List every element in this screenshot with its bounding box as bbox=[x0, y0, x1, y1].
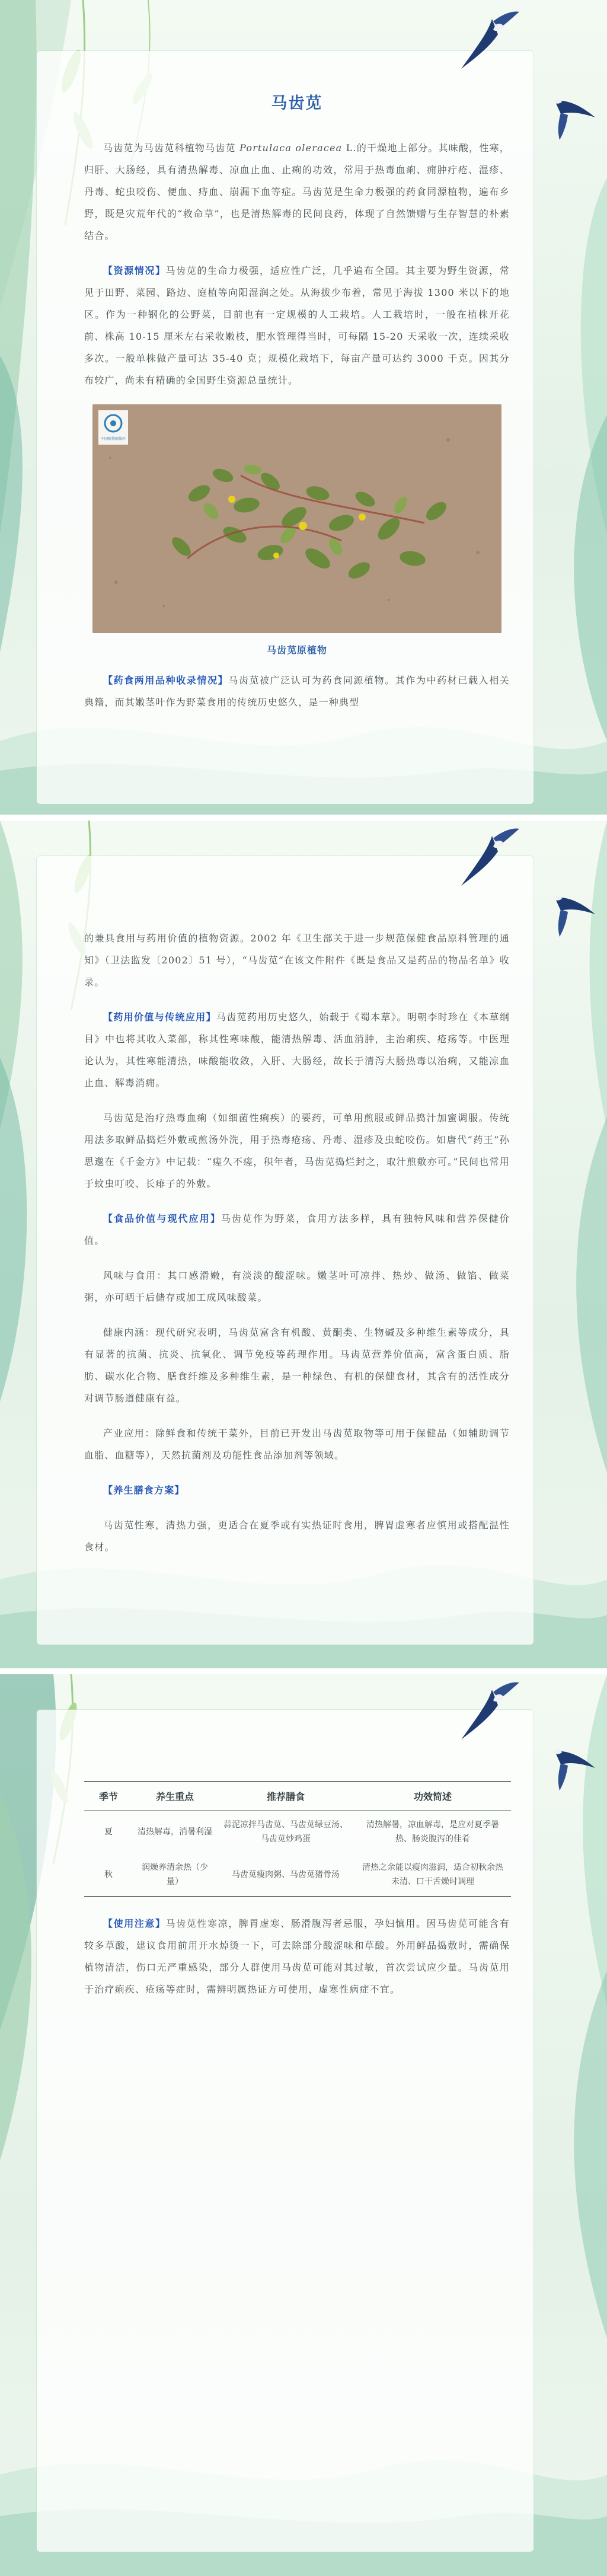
table-header-cell: 推荐膳食 bbox=[217, 1782, 354, 1811]
table-cell: 清热解暑，凉血解毒，是应对夏季暑热、肠炎腹泻的佳肴 bbox=[366, 1820, 499, 1844]
table-cell: 清热之余能以瘦肉滋润，适合初秋余热未清、口干舌燥时调理 bbox=[354, 1853, 511, 1897]
table-cell: 马齿苋瘦肉粥、马齿苋猪骨汤 bbox=[217, 1853, 354, 1897]
page-3-content bbox=[84, 1781, 510, 2013]
medicine-paragraph-2: 马齿苋是治疗热毒血痢（如细菌性痢疾）的要药，可单用煎服或鲜品捣汁加蜜调服。传统用法多取鲜品捣烂外敷或煎汤外洗，用于热毒疮疡、丹毒、湿疹及虫蛇咬伤。如唐代“药王”孙思邈在《千金方》中记载：“瘥久不瘥，积年者，马齿苋捣烂封之，取汁煎敷亦可。”民间也常用于蚊虫叮咬、长痱子的外敷。 bbox=[84, 1112, 510, 1189]
table-cell: 夏 bbox=[104, 1827, 113, 1837]
swallow-icon bbox=[456, 1678, 522, 1748]
diet-season-table bbox=[84, 1781, 511, 1897]
purslane-photo bbox=[92, 404, 501, 633]
table-row bbox=[84, 1853, 511, 1897]
diet-heading-paragraph bbox=[84, 1479, 510, 1501]
swallow-icon bbox=[456, 7, 522, 77]
page-gap bbox=[0, 1668, 607, 1674]
table-cell: 润燥养清余热（少量） bbox=[133, 1853, 217, 1897]
section-heading-resource: 【资源情况】 bbox=[103, 265, 166, 276]
flavor-paragraph: 风味与食用：其口感滑嫩，有淡淡的酸涩味。嫩茎叶可凉拌、热炒、做汤、做馅、做菜粥，亦可晒干后储存或加工成风味酸菜。 bbox=[84, 1270, 510, 1303]
photo-badge: 中国植物图像库 bbox=[100, 437, 126, 441]
swallow-icon bbox=[456, 824, 522, 894]
section-heading-diet: 【养生膳食方案】 bbox=[103, 1485, 185, 1496]
page-gap bbox=[0, 815, 607, 821]
medicine-paragraph: 【药用价值与传统应用】马齿苋药用历史悠久，始载于《蜀本草》。明朝李时珍在《本草纲目》中也将其收入菜部，称其性寒味酸，能清热解毒、活血消肿，主治痢疾、疮疡等。中医理论认为，其性寒能清热，味酸能收敛，入肝、大肠经，故长于清泻大肠热毒以治痢，又能凉血止血、解毒消痈。 bbox=[84, 1011, 510, 1089]
food-paragraph-b: 的兼具食用与药用价值的植物资源。2002 年《卫生部关于进一步规范保健食品原料管理的通知》（卫法监发〔2002〕51 号），“马齿苋”在该文件附件《既是食品又是药品的物品名单》收录。 bbox=[84, 933, 510, 988]
page-1-content bbox=[84, 90, 510, 726]
health-paragraph: 健康内涵：现代研究表明，马齿苋富含有机酸、黄酮类、生物碱及多种维生素等成分，具有显著的抗菌、抗炎、抗氧化、调节免疫等药理作用。马齿苋营养价值高，富含蛋白质、脂肪、碳水化合物、膳食纤维及多种维生素，是一种绿色、有机的保健食材，其含有的活性成分对调节肠道健康有益。 bbox=[84, 1327, 510, 1404]
page-2-content bbox=[84, 927, 510, 1571]
photo-caption: 马齿苋原植物 bbox=[266, 644, 327, 656]
industry-paragraph: 产业应用：除鲜食和传统干菜外，目前已开发出马齿苋取物等可用于保健品（如辅助调节血脂、血糖等），天然抗菌剂及功能性食品添加剂等领域。 bbox=[84, 1428, 510, 1461]
section-heading-food: 【药食两用品种收录情况】 bbox=[103, 675, 229, 686]
page-1 bbox=[0, 0, 607, 815]
swallow-icon bbox=[543, 1734, 598, 1793]
page-3 bbox=[0, 1674, 607, 2576]
page-2 bbox=[0, 821, 607, 1668]
caution-paragraph: 【使用注意】马齿苋性寒凉，脾胃虚寒、肠滑腹泻者忌服，孕妇慎用。因马齿苋可能含有较多草酸，建议食用前用开水焯烫一下，可去除部分酸涩味和草酸。外用鲜品捣敷时，需确保植物清洁，伤口无严重感染，部分人群使用马齿苋可能对其过敏，首次尝试应少量。马齿苋用于治疗痢疾、疮疡等症时，需辨明属热证方可使用，虚寒性病症不宜。 bbox=[84, 1918, 510, 1995]
table-header-cell: 季节 bbox=[84, 1782, 133, 1811]
table-header-row bbox=[84, 1782, 511, 1811]
table-row bbox=[84, 1811, 511, 1854]
table-header-cell: 功效简述 bbox=[354, 1782, 511, 1811]
food-paragraph-a: 【药食两用品种收录情况】马齿苋被广泛认可为药食同源植物。其作为中药材已载入相关典籍，而其嫩茎叶作为野菜食用的传统历史悠久，是一种典型 bbox=[84, 675, 510, 708]
resource-paragraph: 【资源情况】马齿苋的生命力极强，适应性广泛，几乎遍布全国。其主要为野生资源，常见于田野、菜园、路边、庭植等向阳湿润之处。从海拔少布着，常见于海拔 1300 米以下的地区。作为一种钢化的公野菜，目前也有一定规模的人工栽培。人工栽培时，一般在植株开花前、株高 10-15 厘米左右采收嫩枝，肥水管理得当时，可每隔 15-20 天采收一次，连续采收多次。一般单株做产量可达 35-40 克；规模化栽培下，每亩产量可达约 3000 千克。因其分布较广，尚未有精确的全国野生资源总量统计。 bbox=[84, 265, 510, 386]
table-header-cell: 养生重点 bbox=[133, 1782, 217, 1811]
table-cell: 秋 bbox=[84, 1853, 133, 1897]
table-cell: 蒜泥凉拌马齿苋、马齿苋绿豆汤、马齿苋炒鸡蛋 bbox=[223, 1820, 348, 1844]
swallow-icon bbox=[543, 880, 598, 939]
section-heading-caution: 【使用注意】 bbox=[103, 1918, 166, 1929]
latin-name: Portulaca oleracea bbox=[239, 142, 343, 154]
section-heading-medicine: 【药用价值与传统应用】 bbox=[103, 1011, 216, 1023]
diet-paragraph: 马齿苋性寒，清热力强，更适合在夏季或有实热证时食用，脾胃虚寒者应慎用或搭配温性食材。 bbox=[84, 1520, 510, 1553]
section-heading-modern: 【食品价值与现代应用】 bbox=[103, 1213, 221, 1224]
modern-paragraph: 【食品价值与现代应用】马齿苋作为野菜，食用方法多样，具有独特风味和营养保健价值。 bbox=[84, 1213, 510, 1246]
swallow-icon bbox=[543, 83, 598, 142]
table-cell: 清热解毒，消暑利湿 bbox=[138, 1827, 212, 1837]
page-title: 马齿苋 bbox=[271, 94, 323, 113]
intro-paragraph: 马齿苋为马齿苋科植物马齿苋 Portulaca oleracea L.的干燥地上部分。其味酸，性寒，归肝、大肠经，具有清热解毒、凉血止血、止痢的功效，常用于热毒血痢、痈肿疔疮、湿疹、丹毒、蛇虫咬伤、便血、痔血、崩漏下血等症。马齿苋是生命力极强的药食同源植物，遍布乡野，既是灾荒年代的“救命草”，也是清热解毒的民间良药，体现了自然馈赠与生存智慧的朴素结合。 bbox=[84, 142, 510, 241]
